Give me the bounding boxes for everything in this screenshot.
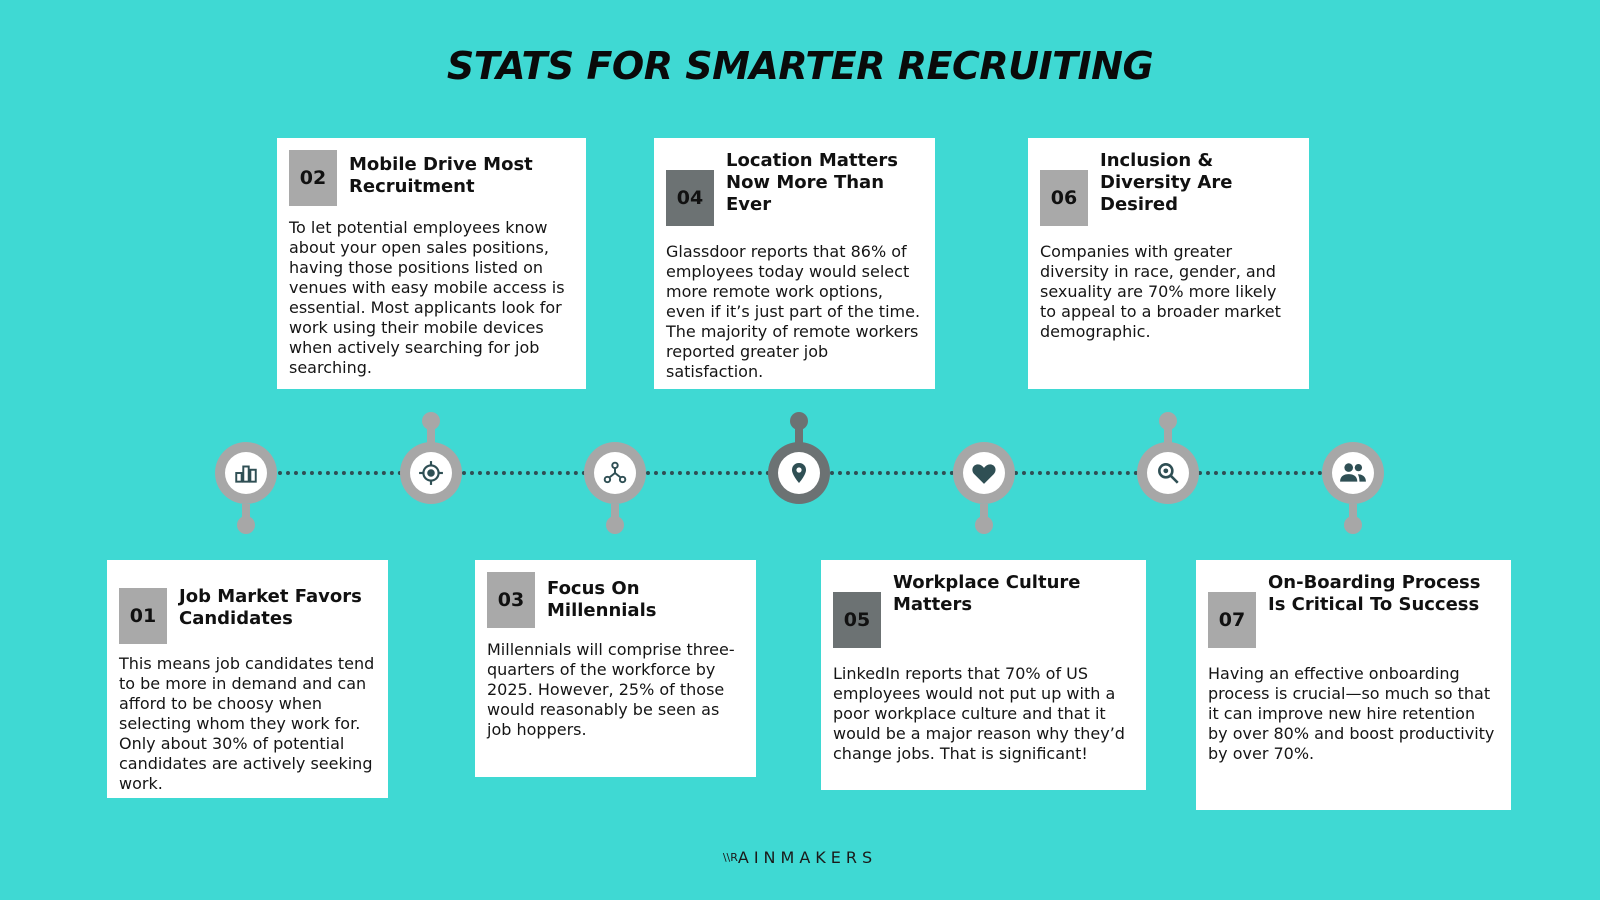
logo-text: AINMAKERS (737, 848, 878, 867)
page-title: STATS FOR SMARTER RECRUITING (446, 44, 1154, 88)
card-body: Millennials will comprise three-quarters of the workforce by 2025. However, 25% of those would reasonably be seen as job hoppers. (487, 640, 735, 739)
stat-card-03 (475, 560, 756, 777)
card-body: Having an effective onboarding process is crucial—so much so that it can improve new hire retention by over 80% and boost productivity by over 70%. (1208, 664, 1495, 763)
card-title: Focus On Millennials (547, 578, 657, 621)
card-title: Inclusion & Diversity Are Desired (1100, 150, 1233, 215)
search-icon (1155, 460, 1181, 486)
card-body: Glassdoor reports that 86% of employees today would select more remote work options, even if it’s just part of the time. The majority of remote workers reported greater job satisfaction. (666, 242, 921, 381)
card-number: 05 (833, 592, 881, 648)
stat-card-04 (654, 138, 935, 389)
location-pin-icon (787, 460, 811, 486)
timeline-node-04 (768, 442, 830, 504)
timeline-knob (237, 516, 255, 534)
timeline-knob (975, 516, 993, 534)
crosshair-icon (418, 460, 444, 486)
people-icon (1339, 461, 1367, 485)
timeline-connector (1198, 471, 1322, 475)
card-body: Companies with greater diversity in race, gender, and sexuality are 70% more likely to appeal to a broader market demographic. (1040, 242, 1281, 341)
timeline-node-01 (215, 442, 277, 504)
logo-mark: \\R (722, 851, 738, 864)
timeline-connector (830, 471, 954, 475)
card-title: Workplace Culture Matters (893, 572, 1081, 615)
timeline-connector (1014, 471, 1138, 475)
heart-icon (971, 461, 997, 485)
card-number: 02 (289, 150, 337, 206)
card-title: On-Boarding Process Is Critical To Success (1268, 572, 1481, 615)
card-number: 06 (1040, 170, 1088, 226)
timeline-connector (278, 471, 402, 475)
stat-card-05 (821, 560, 1146, 790)
timeline-node-03 (584, 442, 646, 504)
card-number: 03 (487, 572, 535, 628)
card-number: 07 (1208, 592, 1256, 648)
card-title: Job Market Favors Candidates (179, 586, 362, 629)
timeline-knob (790, 412, 808, 430)
card-title: Location Matters Now More Than Ever (726, 150, 898, 215)
timeline-knob (422, 412, 440, 430)
timeline-knob (606, 516, 624, 534)
network-icon (602, 460, 628, 486)
stat-card-06 (1028, 138, 1309, 389)
card-body: To let potential employees know about your open sales positions, having those positions listed on venues with easy mobile access is essential. Most applicants look for work using their mobile devices when actively searching for job searching. (289, 218, 565, 377)
card-number: 04 (666, 170, 714, 226)
brand-logo (0, 848, 1600, 867)
timeline-node-02 (400, 442, 462, 504)
timeline-knob (1344, 516, 1362, 534)
card-body: LinkedIn reports that 70% of US employees would not put up with a poor workplace culture and that it would be a major reason why they’d change jobs. That is significant! (833, 664, 1125, 763)
card-number: 01 (119, 588, 167, 644)
timeline-node-06 (1137, 442, 1199, 504)
bar-chart-icon (233, 460, 259, 486)
timeline-knob (1159, 412, 1177, 430)
card-body: This means job candidates tend to be more in demand and can afford to be choosy when selecting whom they work for. Only about 30% of potential candidates are actively seeking work. (119, 654, 375, 793)
stat-card-02 (277, 138, 586, 389)
card-title: Mobile Drive Most Recruitment (349, 154, 533, 197)
timeline-node-05 (953, 442, 1015, 504)
timeline-connector (646, 471, 770, 475)
timeline-node-07 (1322, 442, 1384, 504)
timeline-connector (462, 471, 586, 475)
stat-card-01 (107, 560, 388, 798)
stat-card-07 (1196, 560, 1511, 810)
